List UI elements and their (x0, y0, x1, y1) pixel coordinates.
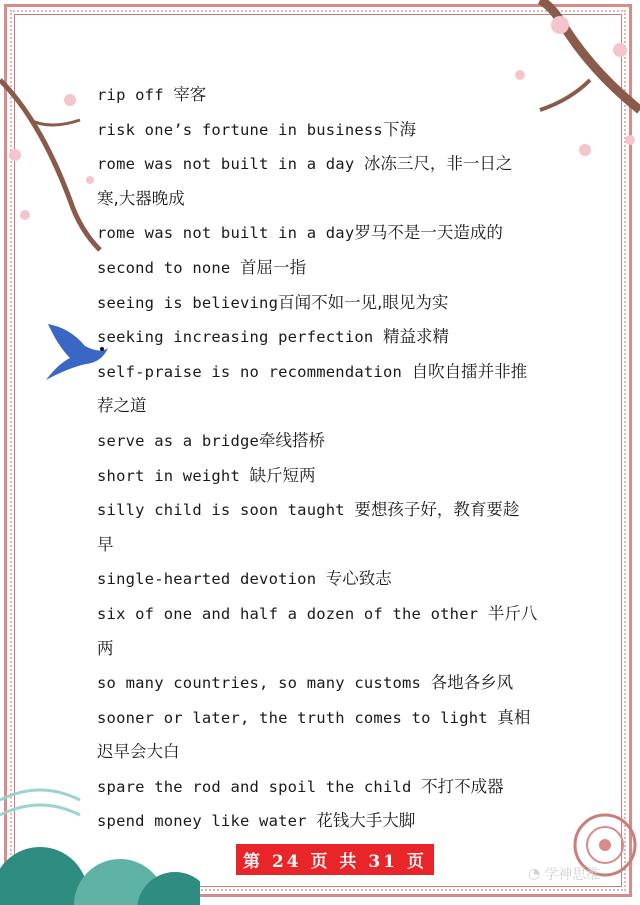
list-item (97, 147, 567, 182)
list-item (97, 182, 567, 217)
chinese-translation: 自吹自擂并非推 (411, 361, 528, 381)
english-phrase: six of one and half a dozen of the other (97, 604, 488, 623)
list-item (97, 113, 567, 148)
idiom-list (97, 78, 567, 839)
list-item (97, 804, 567, 839)
english-phrase: short in weight (97, 466, 250, 485)
list-item (97, 493, 567, 528)
watermark (528, 864, 600, 884)
chinese-translation: 首屈一指 (239, 257, 306, 277)
english-phrase: rip off (97, 86, 174, 104)
page-number-label: 第 24 页 共 31 页 (236, 844, 434, 875)
chinese-translation: 缺斤短两 (249, 465, 316, 485)
english-phrase: seeing is believing (97, 293, 279, 312)
chinese-translation: 各地各乡风 (430, 673, 514, 693)
list-item (97, 597, 567, 632)
chinese-translation: 百闻不如一见,眼见为实 (278, 292, 449, 312)
chinese-translation: 不打不成器 (421, 776, 504, 796)
list-item (97, 632, 567, 667)
english-phrase: spend money like water (97, 812, 317, 831)
english-phrase: so many countries, so many customs (97, 674, 431, 693)
english-phrase: risk one’s fortune in business (97, 120, 383, 139)
chinese-translation: 精益求精 (382, 327, 449, 347)
list-item (97, 424, 567, 459)
chinese-translation: 罗马不是一天造成的 (354, 223, 503, 243)
list-item (97, 78, 567, 113)
blossom-branch-top-left-icon (0, 60, 110, 260)
english-phrase: self-praise is no recommendation (97, 362, 412, 381)
english-phrase: single-hearted devotion (97, 570, 326, 589)
list-item (97, 286, 567, 321)
list-item (97, 459, 567, 494)
chinese-translation: 真相 (497, 707, 531, 727)
list-item (97, 528, 567, 563)
english-phrase: rome was not built in a day (97, 224, 355, 243)
chinese-translation: 早 (97, 534, 114, 554)
watermark-text: 学神思维 (544, 867, 601, 883)
chinese-translation: 牵线搭桥 (259, 430, 326, 450)
chinese-translation: 花钱大手大脚 (316, 811, 416, 831)
chat-bubble-icon: ◔ (528, 866, 541, 882)
chinese-translation: 半斤八 (487, 603, 538, 623)
english-phrase: second to none (97, 258, 240, 277)
english-phrase: silly child is soon taught (97, 501, 355, 520)
chinese-translation: 两 (97, 638, 114, 658)
chinese-translation: 要想孩子好，教育要趁 (354, 500, 520, 520)
list-item (97, 666, 567, 701)
chinese-translation: 迟早会大白 (97, 742, 180, 762)
chinese-translation: 荐之道 (97, 396, 147, 416)
list-item (97, 320, 567, 355)
english-phrase: seeking increasing perfection (97, 328, 383, 347)
list-item (97, 355, 567, 390)
chinese-translation: 冰冻三尺，非一日之 (363, 154, 513, 174)
chinese-translation: 下海 (382, 119, 416, 139)
english-phrase: spare the rod and spoil the child (97, 777, 422, 796)
english-phrase: sooner or later, the truth comes to light (97, 708, 498, 727)
list-item (97, 251, 567, 286)
list-item (97, 562, 567, 597)
english-phrase: serve as a bridge (97, 431, 260, 450)
list-item (97, 770, 567, 805)
list-item (97, 216, 567, 251)
list-item (97, 701, 567, 736)
chinese-translation: 专心致志 (325, 569, 392, 589)
english-phrase: rome was not built in a day (97, 155, 364, 174)
list-item (97, 735, 567, 770)
chinese-translation: 寒,大器晚成 (97, 188, 185, 208)
list-item (97, 389, 567, 424)
chinese-translation: 宰客 (173, 85, 207, 104)
